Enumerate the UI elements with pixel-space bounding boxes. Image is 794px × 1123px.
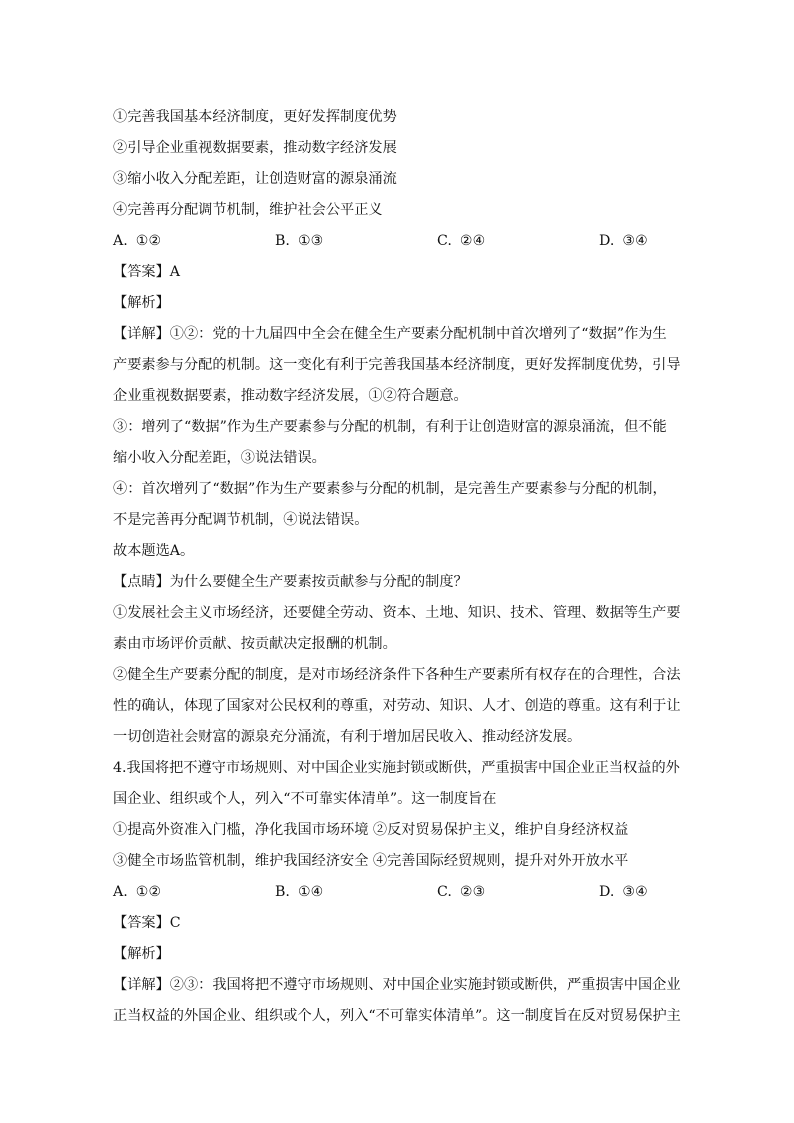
document-content	[113, 102, 683, 1032]
q3-option-3: ③缩小收入分配差距，让创造财富的源泉涌流	[113, 171, 397, 187]
q3-tip-line: ①发展社会主义市场经济，还要健全劳动、资本、土地、知识、技术、管理、数据等生产要	[113, 605, 681, 621]
q3-choice-d: D. ③④	[599, 233, 648, 249]
q4-choice-c: C. ②③	[437, 884, 486, 900]
q4-options-line: ①提高外资准入门槛，净化我国市场环境 ②反对贸易保护主义，维护自身经济权益	[113, 822, 629, 838]
q4-choice-b: B. ①④	[275, 884, 324, 900]
q3-explanation-line: 【详解】①②：党的十九届四中全会在健全生产要素分配机制中首次增列了“数据”作为生	[113, 326, 667, 342]
q3-tip-line: 素由市场评价贡献、按贡献决定报酬的机制。	[113, 636, 397, 652]
q4-explanation-line: 【详解】②③：我国将把不遵守市场规则、对中国企业实施封锁或断供，严重损害中国企业	[113, 977, 681, 993]
q3-explanation-line: 企业重视数据要素，推动数字经济发展，①②符合题意。	[113, 388, 468, 404]
q4-choice-d: D. ③④	[599, 884, 648, 900]
q3-choice-a: A. ①②	[113, 233, 162, 249]
q4-options-line: ③健全市场监管机制，维护我国经济安全 ④完善国际经贸规则，提升对外开放水平	[113, 853, 629, 869]
q3-choice-b: B. ①③	[275, 233, 324, 249]
q3-tip-line: ②健全生产要素分配的制度，是对市场经济条件下各种生产要素所有权存在的合理性，合法	[113, 667, 681, 683]
q4-analysis-heading: 【解析】	[113, 946, 170, 962]
q3-option-1: ①完善我国基本经济制度，更好发挥制度优势	[113, 109, 397, 125]
q4-explanation-line: 正当权益的外国企业、组织或个人，列入“不可靠实体清单”。这一制度旨在反对贸易保护主	[113, 1008, 681, 1024]
q3-explanation-line: 不是完善再分配调节机制，④说法错误。	[113, 512, 369, 528]
q3-conclusion: 故本题选A。	[113, 543, 195, 559]
q3-tip-heading: 【点睛】为什么要健全生产要素按贡献参与分配的制度？	[113, 574, 468, 590]
q3-option-4: ④完善再分配调节机制，维护社会公平正义	[113, 202, 383, 218]
q3-explanation-line: ④：首次增列了“数据”作为生产要素参与分配的机制，是完善生产要素参与分配的机制，	[113, 481, 667, 497]
q4-answer: 【答案】C	[113, 915, 181, 931]
q4-choices	[113, 877, 683, 908]
q3-tip-line: 性的确认，体现了国家对公民权利的尊重，对劳动、知识、人才、创造的尊重。这有利于让	[113, 698, 681, 714]
q3-analysis-heading: 【解析】	[113, 295, 170, 311]
q3-option-2: ②引导企业重视数据要素，推动数字经济发展	[113, 140, 397, 156]
q3-tip-line: 一切创造社会财富的源泉充分涌流，有利于增加居民收入、推动经济发展。	[113, 729, 582, 745]
q3-choice-c: C. ②④	[437, 233, 486, 249]
q3-explanation-line: 产要素参与分配的机制。这一变化有利于完善我国基本经济制度，更好发挥制度优势，引导	[113, 357, 681, 373]
q3-answer: 【答案】A	[113, 264, 180, 280]
q4-stem-line: 4.我国将把不遵守市场规则、对中国企业实施封锁或断供，严重损害中国企业正当权益的外	[113, 760, 680, 776]
q3-choices	[113, 226, 683, 257]
q3-explanation-line: 缩小收入分配差距，③说法错误。	[113, 450, 326, 466]
q4-choice-a: A. ①②	[113, 884, 162, 900]
q4-stem-line: 国企业、组织或个人，列入“不可靠实体清单”。这一制度旨在	[113, 791, 497, 807]
q3-explanation-line: ③：增列了“数据”作为生产要素参与分配的机制，有利于让创造财富的源泉涌流，但不能	[113, 419, 667, 435]
